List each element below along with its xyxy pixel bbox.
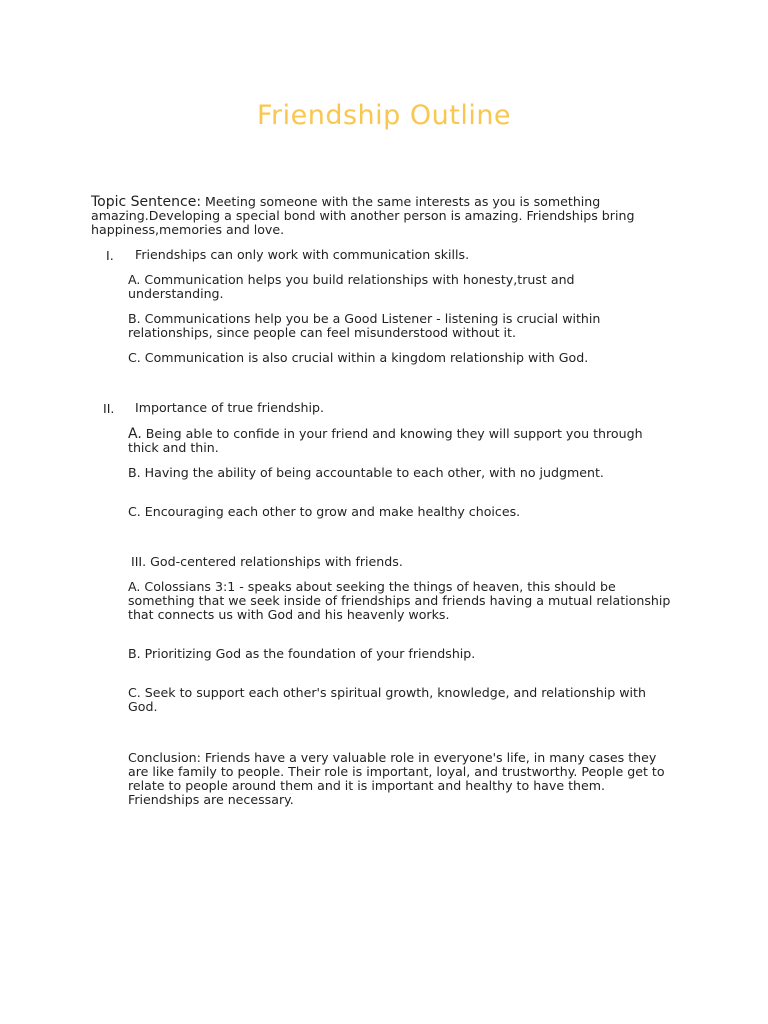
section-3-point-a: A. Colossians 3:1 - speaks about seeking the things of heaven, this should be something that we seek inside of friendships and friends having a mutual relationship that connects us with God and his heavenly works.: [128, 579, 671, 622]
section-2-heading: Importance of true friendship.: [135, 400, 325, 415]
section-1-point-c: C. Communication is also crucial within a kingdom relationship with God.: [128, 350, 589, 365]
section-2-point-b: B. Having the ability of being accountable to each other, with no judgment.: [128, 465, 604, 480]
section-1-heading: Friendships can only work with communication skills.: [135, 247, 470, 262]
section-2-point-a-text: Being able to confide in your friend and knowing they will support you through thick and thin.: [128, 426, 643, 455]
section-2-point-c: C. Encouraging each other to grow and make healthy choices.: [128, 504, 521, 519]
section-1-numeral: I.: [106, 248, 114, 263]
section-1-point-b: B. Communications help you be a Good Listener - listening is crucial within relationships, since people can feel misunderstood without it.: [128, 311, 601, 340]
section-3-point-b: B. Prioritizing God as the foundation of your friendship.: [128, 646, 476, 661]
section-2-numeral: II.: [103, 401, 115, 416]
section-3-heading: III. God-centered relationships with friends.: [131, 554, 403, 569]
page-title: Friendship Outline: [256, 100, 512, 131]
section-3-point-c: C. Seek to support each other's spiritual growth, knowledge, and relationship with God.: [128, 685, 646, 714]
topic-sentence: [91, 195, 651, 237]
topic-text: Meeting someone with the same interests as you is something amazing.Developing a special bond with another person is amazing. Friendships bring happiness,memories and love.: [91, 194, 635, 237]
section-2-point-a: [128, 427, 673, 455]
section-1-point-a: A. Communication helps you build relationships with honesty,trust and understanding.: [128, 272, 575, 301]
topic-label: Topic Sentence:: [91, 194, 202, 210]
section-2-point-a-lead: A.: [128, 426, 142, 442]
conclusion-paragraph: Conclusion: Friends have a very valuable role in everyone's life, in many cases they are like family to people. Their role is important, loyal, and trustworthy. People get to relate to people around them and it is important and healthy to have them. Friendships are necessary.: [128, 750, 665, 807]
